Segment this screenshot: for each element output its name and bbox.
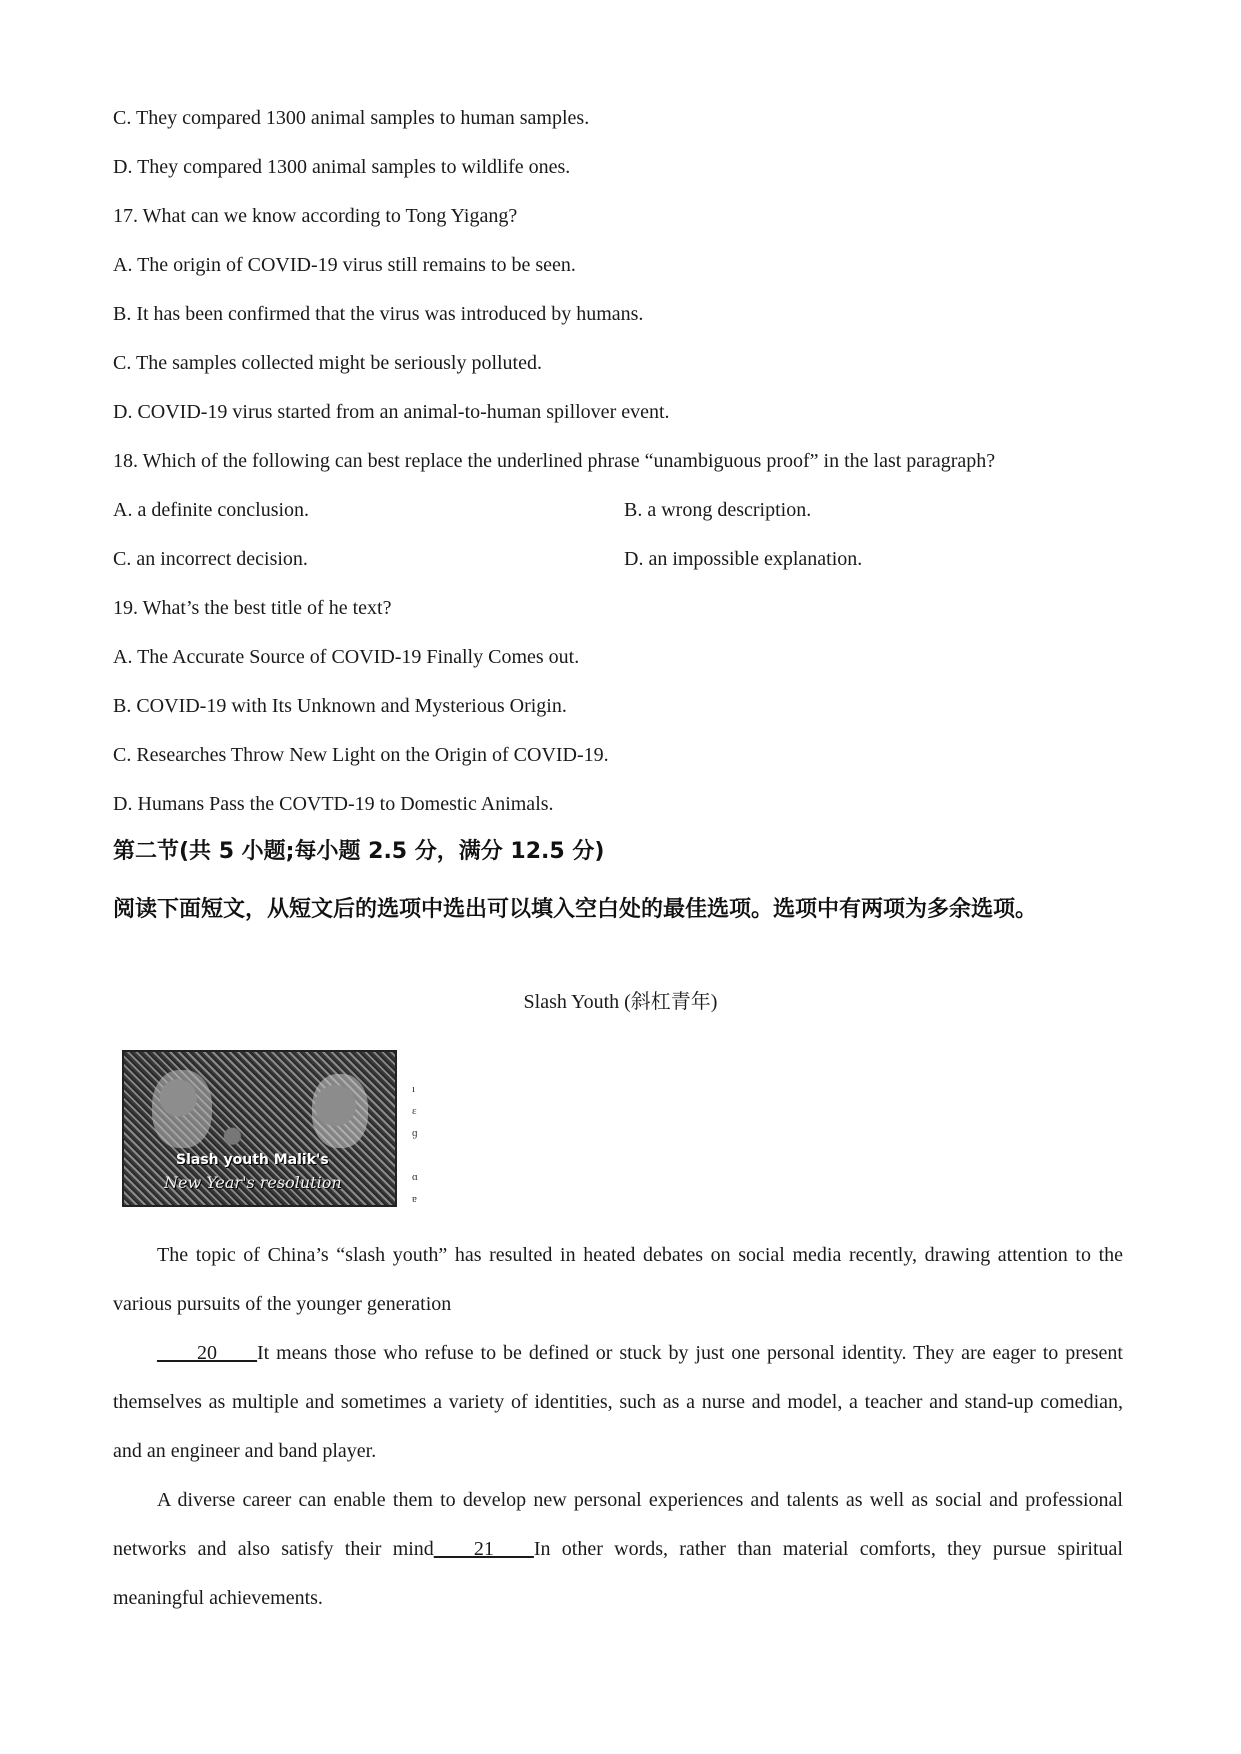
blank-21[interactable]: ____21____ [433,1538,534,1561]
question-17: 17. What can we know according to Tong Yigang? [113,205,518,227]
paragraph-3-end: In other words, rather than material comforts, they pursue spiritual meaningful achievements. [113,1538,1123,1610]
q19-option-a: A. The Accurate Source of COVID-19 Finally Comes out. [113,646,580,668]
line-q16-c: C. They compared 1300 animal samples to human samples. [113,107,590,129]
q17-option-a: A. The origin of COVID-19 virus still remains to be seen. [113,254,576,276]
q19-option-d: D. Humans Pass the COVTD-19 to Domestic Animals. [113,793,554,815]
q17-option-d: D. COVID-19 virus started from an animal-to-human spillover event. [113,401,670,423]
paragraph-1: The topic of China’s “slash youth” has resulted in heated debates on social media recently, drawing attention to the various pursuits of the younger generation [113,1244,1123,1316]
q18-option-b: B. a wrong description. [624,499,812,521]
paragraph-2-text: It means those who refuse to be defined or stuck by just one personal identity. They are eager to present themselves as multiple and sometimes a variety of identities, such as a nurse and model, a teacher and stand-up comedian, and an engineer and band player. [113,1342,1123,1463]
q19-option-b: B. COVID-19 with Its Unknown and Mysterious Origin. [113,695,567,717]
q18-option-a: A. a definite conclusion. [113,499,310,521]
passage-title: Slash Youth (斜杠青年) [523,991,718,1013]
photo-person-right [312,1074,368,1148]
section-header: 第二节(共 5 小题;每小题 2.5 分，满分 12.5 分) [113,839,605,864]
q17-option-b: B. It has been confirmed that the virus was introduced by humans. [113,303,644,325]
q17-option-c: C. The samples collected might be seriously polluted. [113,352,542,374]
q18-option-d: D. an impossible explanation. [624,548,863,570]
q19-option-c: C. Researches Throw New Light on the Origin of COVID-19. [113,744,609,766]
section-instructions: 阅读下面短文，从短文后的选项中选出可以填入空白处的最佳选项。选项中有两项为多余选项。 [113,897,1038,922]
passage-photo [122,1050,397,1207]
q18-option-c: C. an incorrect decision. [113,548,308,570]
paragraph-3-start: A diverse career can enable them to develop new personal experiences and talents as well as social and professional networks and also satisfy their mind [113,1489,1123,1561]
paragraph-3 [113,1476,1123,1624]
photo-caption-line2: New Year's resolution [164,1173,342,1192]
photo-caption-line1: Slash youth Malik's [176,1152,329,1168]
photo-margin-marks: ı ɛ ɡ ɑ ɐ [412,1083,418,1205]
photo-person-left [152,1070,212,1148]
question-19: 19. What’s the best title of he text? [113,597,392,619]
line-q16-d: D. They compared 1300 animal samples to wildlife ones. [113,156,571,178]
paragraph-2 [113,1329,1123,1477]
blank-20[interactable]: ____20____ [157,1342,257,1364]
question-18: 18. Which of the following can best replace the underlined phrase “unambiguous proof” in the last paragraph? [113,450,996,472]
